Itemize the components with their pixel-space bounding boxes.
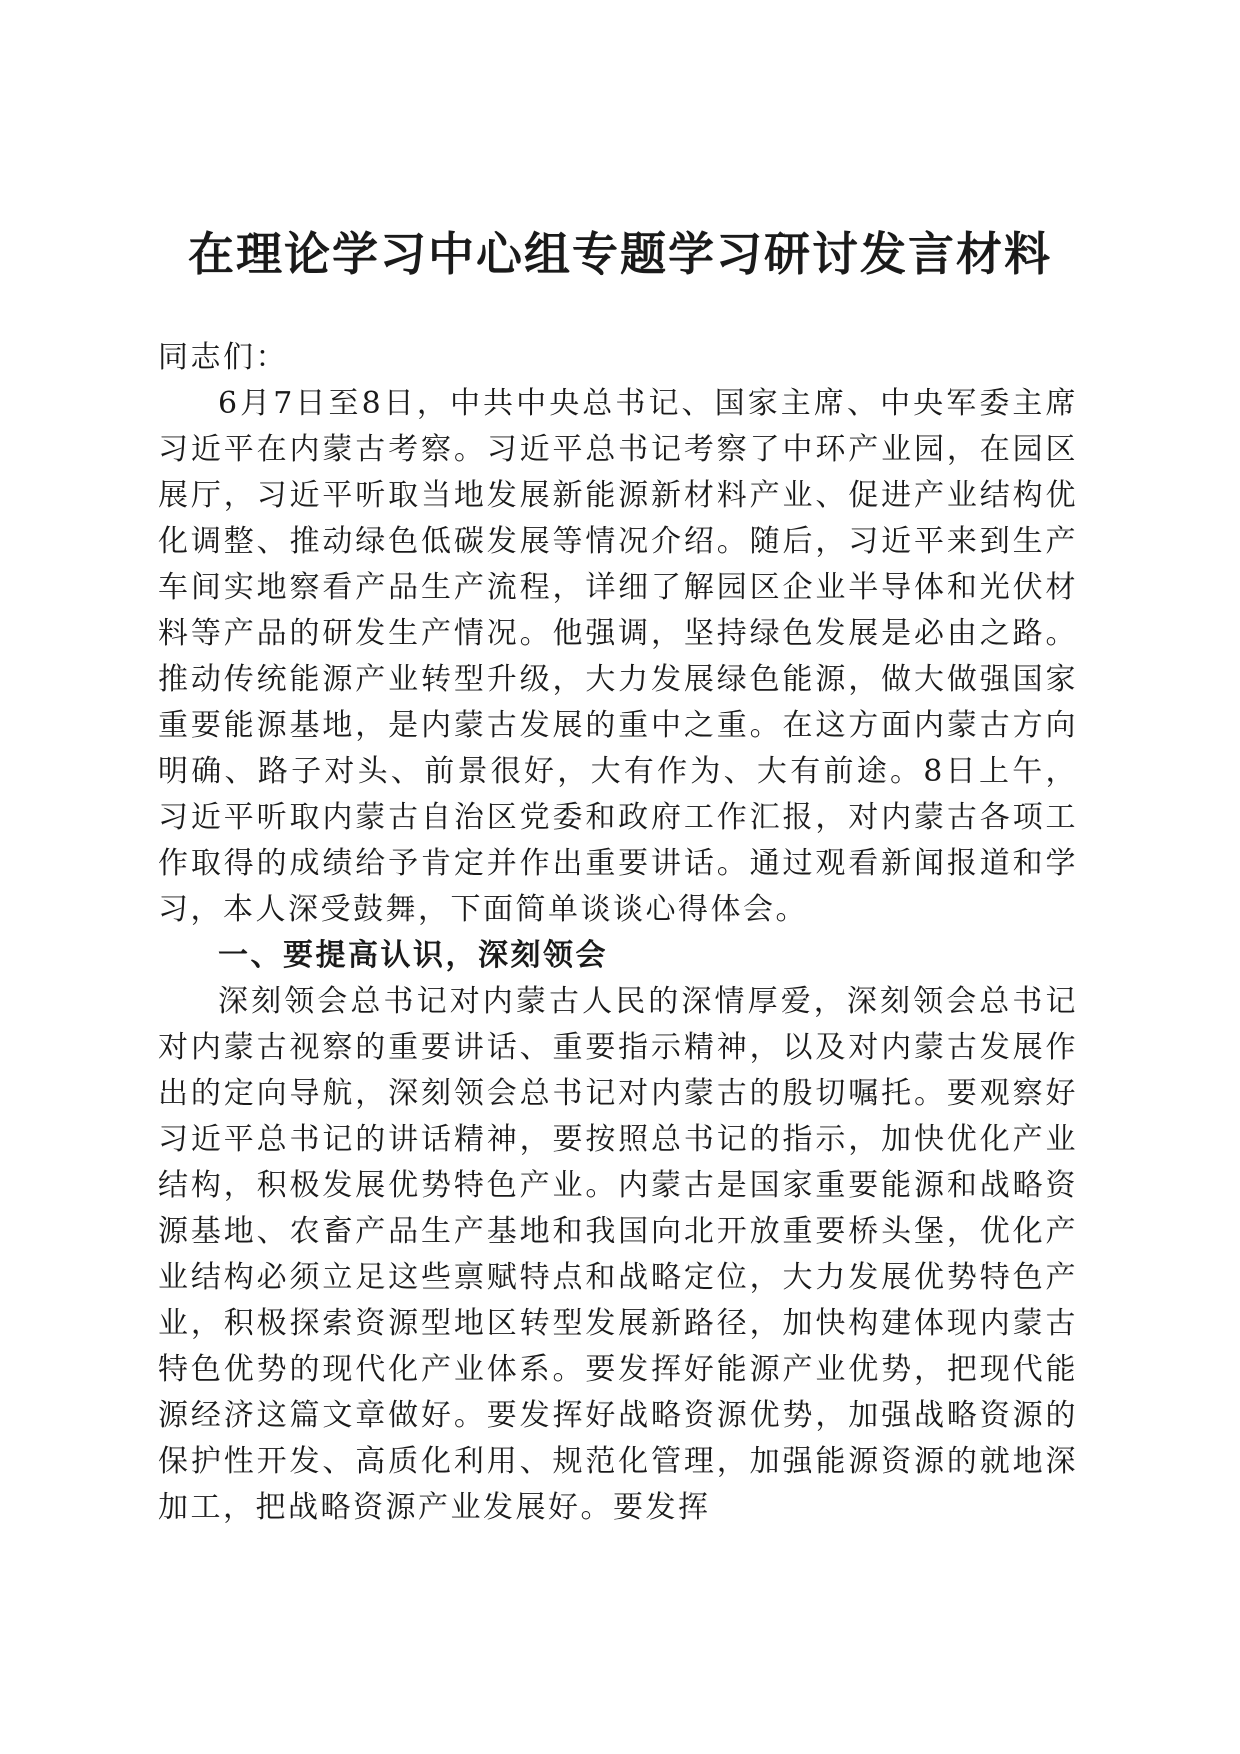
paragraph-section-1: 深刻领会总书记对内蒙古人民的深情厚爱，深刻领会总书记对内蒙古视察的重要讲话、重要指示精神，以及对内蒙古发展作出的定向导航，深刻领会总书记对内蒙古的殷切嘱托。要观察好习近平总书记的讲话精神，要按照总书记的指示，加快优化产业结构，积极发展优势特色产业。内蒙古是国家重要能源和战略资源基地、农畜产品生产基地和我国向北开放重要桥头堡，优化产业结构必须立足这些禀赋特点和战略定位，大力发展优势特色产业，积极探索资源型地区转型发展新路径，加快构建体现内蒙古特色优势的现代化产业体系。要发挥好能源产业优势，把现代能源经济这篇文章做好。要发挥好战略资源优势，加强战略资源的保护性开发、高质化利用、规范化管理，加强能源资源的就地深加工，把战略资源产业发展好。要发挥 <box>158 984 1078 1525</box>
paragraph-intro: 6月7日至8日，中共中央总书记、国家主席、中央军委主席习近平在内蒙古考察。习近平总书记考察了中环产业园，在园区展厅，习近平听取当地发展新能源新材料产业、促进产业结构优化调整、推动绿色低碳发展等情况介绍。随后，习近平来到生产车间实地察看产品生产流程，详细了解园区企业半导体和光伏材料等产品的研发生产情况。他强调，坚持绿色发展是必由之路。推动传统能源产业转型升级，大力发展绿色能源，做大做强国家重要能源基地，是内蒙古发展的重中之重。在这方面内蒙古方向明确、路子对头、前景很好，大有作为、大有前途。8日上午，习近平听取内蒙古自治区党委和政府工作汇报，对内蒙古各项工作取得的成绩给予肯定并作出重要讲话。通过观看新闻报道和学习，本人深受鼓舞，下面简单谈谈心得体会。 <box>158 386 1078 927</box>
document-body <box>158 335 1078 1531</box>
section-heading-1: 一、要提高认识，深刻领会 <box>218 938 608 973</box>
greeting: 同志们： <box>158 340 288 375</box>
document-title: 在理论学习中心组专题学习研讨发言材料 <box>188 227 1052 281</box>
